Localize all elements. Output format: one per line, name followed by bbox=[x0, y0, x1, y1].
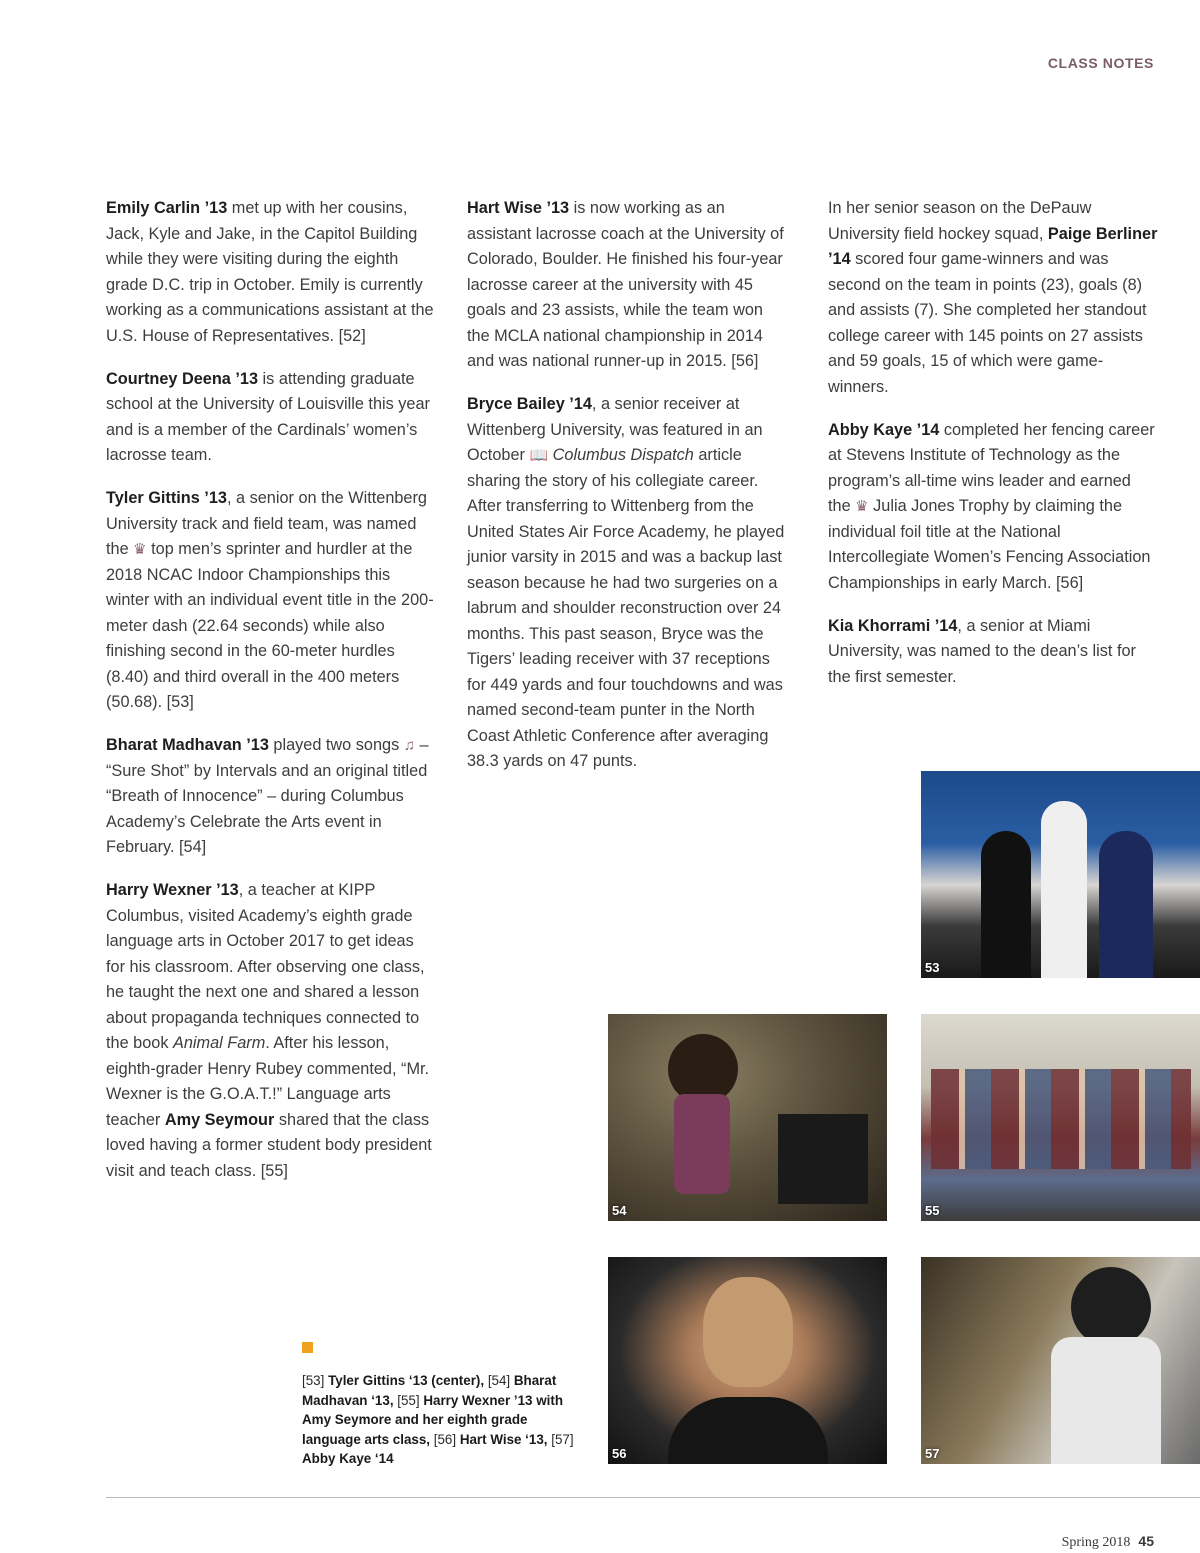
photo-abby-kaye bbox=[921, 1257, 1200, 1464]
note-emily-carlin bbox=[106, 196, 436, 349]
book-title: Animal Farm bbox=[173, 1034, 266, 1052]
note-text: . After his lesson, eighth-grader Henry Rubey commented, “Mr. Wexner is the G.O.A.T.!” Language arts teacher bbox=[106, 1034, 430, 1129]
alumni-name: Tyler Gittins ’13 bbox=[106, 489, 227, 507]
caption-text: Harry Wexner ’13 with Amy Seymore and her eighth grade language arts class, bbox=[302, 1392, 563, 1447]
note-bharat-madhavan bbox=[106, 733, 436, 861]
caption-text: Abby Kaye ‘14 bbox=[302, 1451, 394, 1467]
alumni-name: Courtney Deena ’13 bbox=[106, 369, 259, 388]
section-label: CLASS NOTES bbox=[1047, 55, 1154, 71]
photo-number: 55 bbox=[925, 1203, 940, 1218]
caption-text: Tyler Gittins ‘13 (center), bbox=[324, 1373, 488, 1388]
column-1 bbox=[106, 196, 436, 1202]
note-text: Julia Jones Trophy by claiming the individual foil title at the National Intercollegiate Women’s Fencing Association Championships in early March. [56] bbox=[828, 497, 1151, 592]
note-harry-wexner bbox=[106, 878, 436, 1184]
caption-ref: [54] bbox=[487, 1373, 511, 1388]
note-text: , a senior receiver at Wittenberg University, was featured in an October bbox=[467, 395, 763, 464]
caption-text: Bharat Madhavan ‘13, bbox=[302, 1373, 557, 1408]
note-text: article sharing the story of his collegiate career. After transferring to Wittenberg from the United States Air Force Academy, he played junior varsity in 2015 and was a backup last season because he had two surgeries on a labrum and shoulder reconstruction over 24 months. This past season, Bryce was the Tigers’ leading receiver with 37 receptions for 449 yards and four touchdowns and was named second-team punter in the North Coast Athletic Conference after averaging 38.3 yards on 47 punts. bbox=[467, 446, 785, 770]
note-kia-khorrami bbox=[828, 614, 1158, 691]
note-text: completed her fencing career at Stevens Institute of Technology as the program’s all-time wins leader and earned the bbox=[828, 420, 1155, 515]
teacher-name: Amy Seymour bbox=[164, 1110, 275, 1129]
publication-title: Columbus Dispatch bbox=[552, 446, 694, 464]
page-number: 45 bbox=[1138, 1533, 1154, 1549]
music-note-icon[interactable]: ♫ bbox=[403, 737, 415, 754]
caption-text: Hart Wise ‘13, bbox=[456, 1431, 552, 1447]
note-text: , a senior at Miami University, was named to the dean’s list for the first semester. bbox=[828, 616, 1136, 686]
alumni-name: Emily Carlin ’13 bbox=[106, 199, 228, 217]
caption-ref: [55] bbox=[397, 1392, 420, 1408]
note-tyler-gittins bbox=[106, 486, 436, 716]
alumni-name: Bryce Bailey ’14 bbox=[467, 395, 592, 413]
alumni-name: Paige Berliner ’14 bbox=[828, 224, 1158, 268]
note-text: – “Sure Shot” by Intervals and an original titled “Breath of Innocence” – during Columbus Academy’s Celebrate the Arts event in February. [54] bbox=[106, 736, 429, 856]
photo-bharat-madhavan bbox=[608, 1014, 887, 1221]
note-paige-berliner bbox=[828, 196, 1158, 400]
note-text: , a teacher at KIPP Columbus, visited Academy’s eighth grade language arts in October 2017 to get ideas for his classroom. After observing one class, he taught the next one and shared a lesson about propaganda techniques connected to the book bbox=[106, 881, 425, 1052]
trophy-icon[interactable]: ♛ bbox=[855, 498, 869, 515]
alumni-name: Bharat Madhavan ’13 bbox=[106, 736, 269, 754]
alumni-name: Hart Wise ’13 bbox=[467, 199, 570, 217]
issue-label: Spring 2018 bbox=[1061, 1535, 1131, 1550]
note-text: is attending graduate school at the University of Louisville this year and is a member of the Cardinals’ women’s lacrosse team. bbox=[106, 369, 430, 464]
note-hart-wise bbox=[467, 196, 789, 375]
note-text: scored four game-winners and was second on the team in points (23), goals (8) and assists (7). She completed her standout college career with 145 points on 27 assists and 59 goals, 15 of which were game-winners. bbox=[828, 250, 1147, 396]
note-abby-kaye bbox=[828, 418, 1158, 597]
photo-number: 57 bbox=[925, 1446, 940, 1461]
trophy-icon[interactable]: ♛ bbox=[133, 541, 147, 558]
note-text: , a senior on the Wittenberg University track and field team, was named the bbox=[106, 489, 427, 558]
newspaper-icon[interactable]: 📖 bbox=[529, 447, 549, 464]
caption-ref: [56] bbox=[433, 1431, 457, 1447]
note-text: played two songs bbox=[268, 736, 404, 754]
note-text: In her senior season on the DePauw University field hockey squad, bbox=[828, 199, 1092, 243]
note-bryce-bailey bbox=[467, 392, 789, 775]
photo-caption bbox=[302, 1371, 582, 1469]
column-3 bbox=[828, 196, 1158, 708]
alumni-name: Harry Wexner ’13 bbox=[106, 881, 239, 899]
note-text: met up with her cousins, Jack, Kyle and Jake, in the Capitol Building while they were visiting during the eighth grade D.C. trip in October. Emily is currently working as a communications assistant at the U.S. House of Representatives. [52] bbox=[106, 199, 434, 345]
column-2 bbox=[467, 196, 789, 792]
alumni-name: Kia Khorrami ’14 bbox=[828, 616, 958, 635]
footer-divider bbox=[106, 1497, 1200, 1498]
caption-marker bbox=[302, 1342, 313, 1353]
photo-number: 54 bbox=[612, 1203, 627, 1218]
caption-ref: [53] bbox=[302, 1373, 325, 1388]
photo-number: 56 bbox=[612, 1446, 627, 1461]
photo-number: 53 bbox=[925, 960, 940, 975]
photo-harry-wexner-class bbox=[921, 1014, 1200, 1221]
note-text: shared that the class loved having a former student body president visit and teach class. [55] bbox=[106, 1110, 432, 1180]
photo-hart-wise bbox=[608, 1257, 887, 1464]
photo-tyler-gittins bbox=[921, 771, 1200, 978]
note-courtney-deena bbox=[106, 367, 436, 469]
alumni-name: Abby Kaye ’14 bbox=[828, 420, 940, 439]
caption-ref: [57] bbox=[551, 1431, 574, 1447]
note-text: top men’s sprinter and hurdler at the 2018 NCAC Indoor Championships this winter with an individual event title in the 200-meter dash (22.64 seconds) while also finishing second in the 60-meter hurdles (8.40) and third overall in the 400 meters (50.68). [53] bbox=[106, 540, 434, 711]
note-text: is now working as an assistant lacrosse coach at the University of Colorado, Boulder. He finished his four-year lacrosse career at the university with 45 goals and 23 assists, while the team won the MCLA national championship in 2014 and was national runner-up in 2015. [56] bbox=[467, 199, 784, 370]
page-footer bbox=[1062, 1533, 1154, 1551]
